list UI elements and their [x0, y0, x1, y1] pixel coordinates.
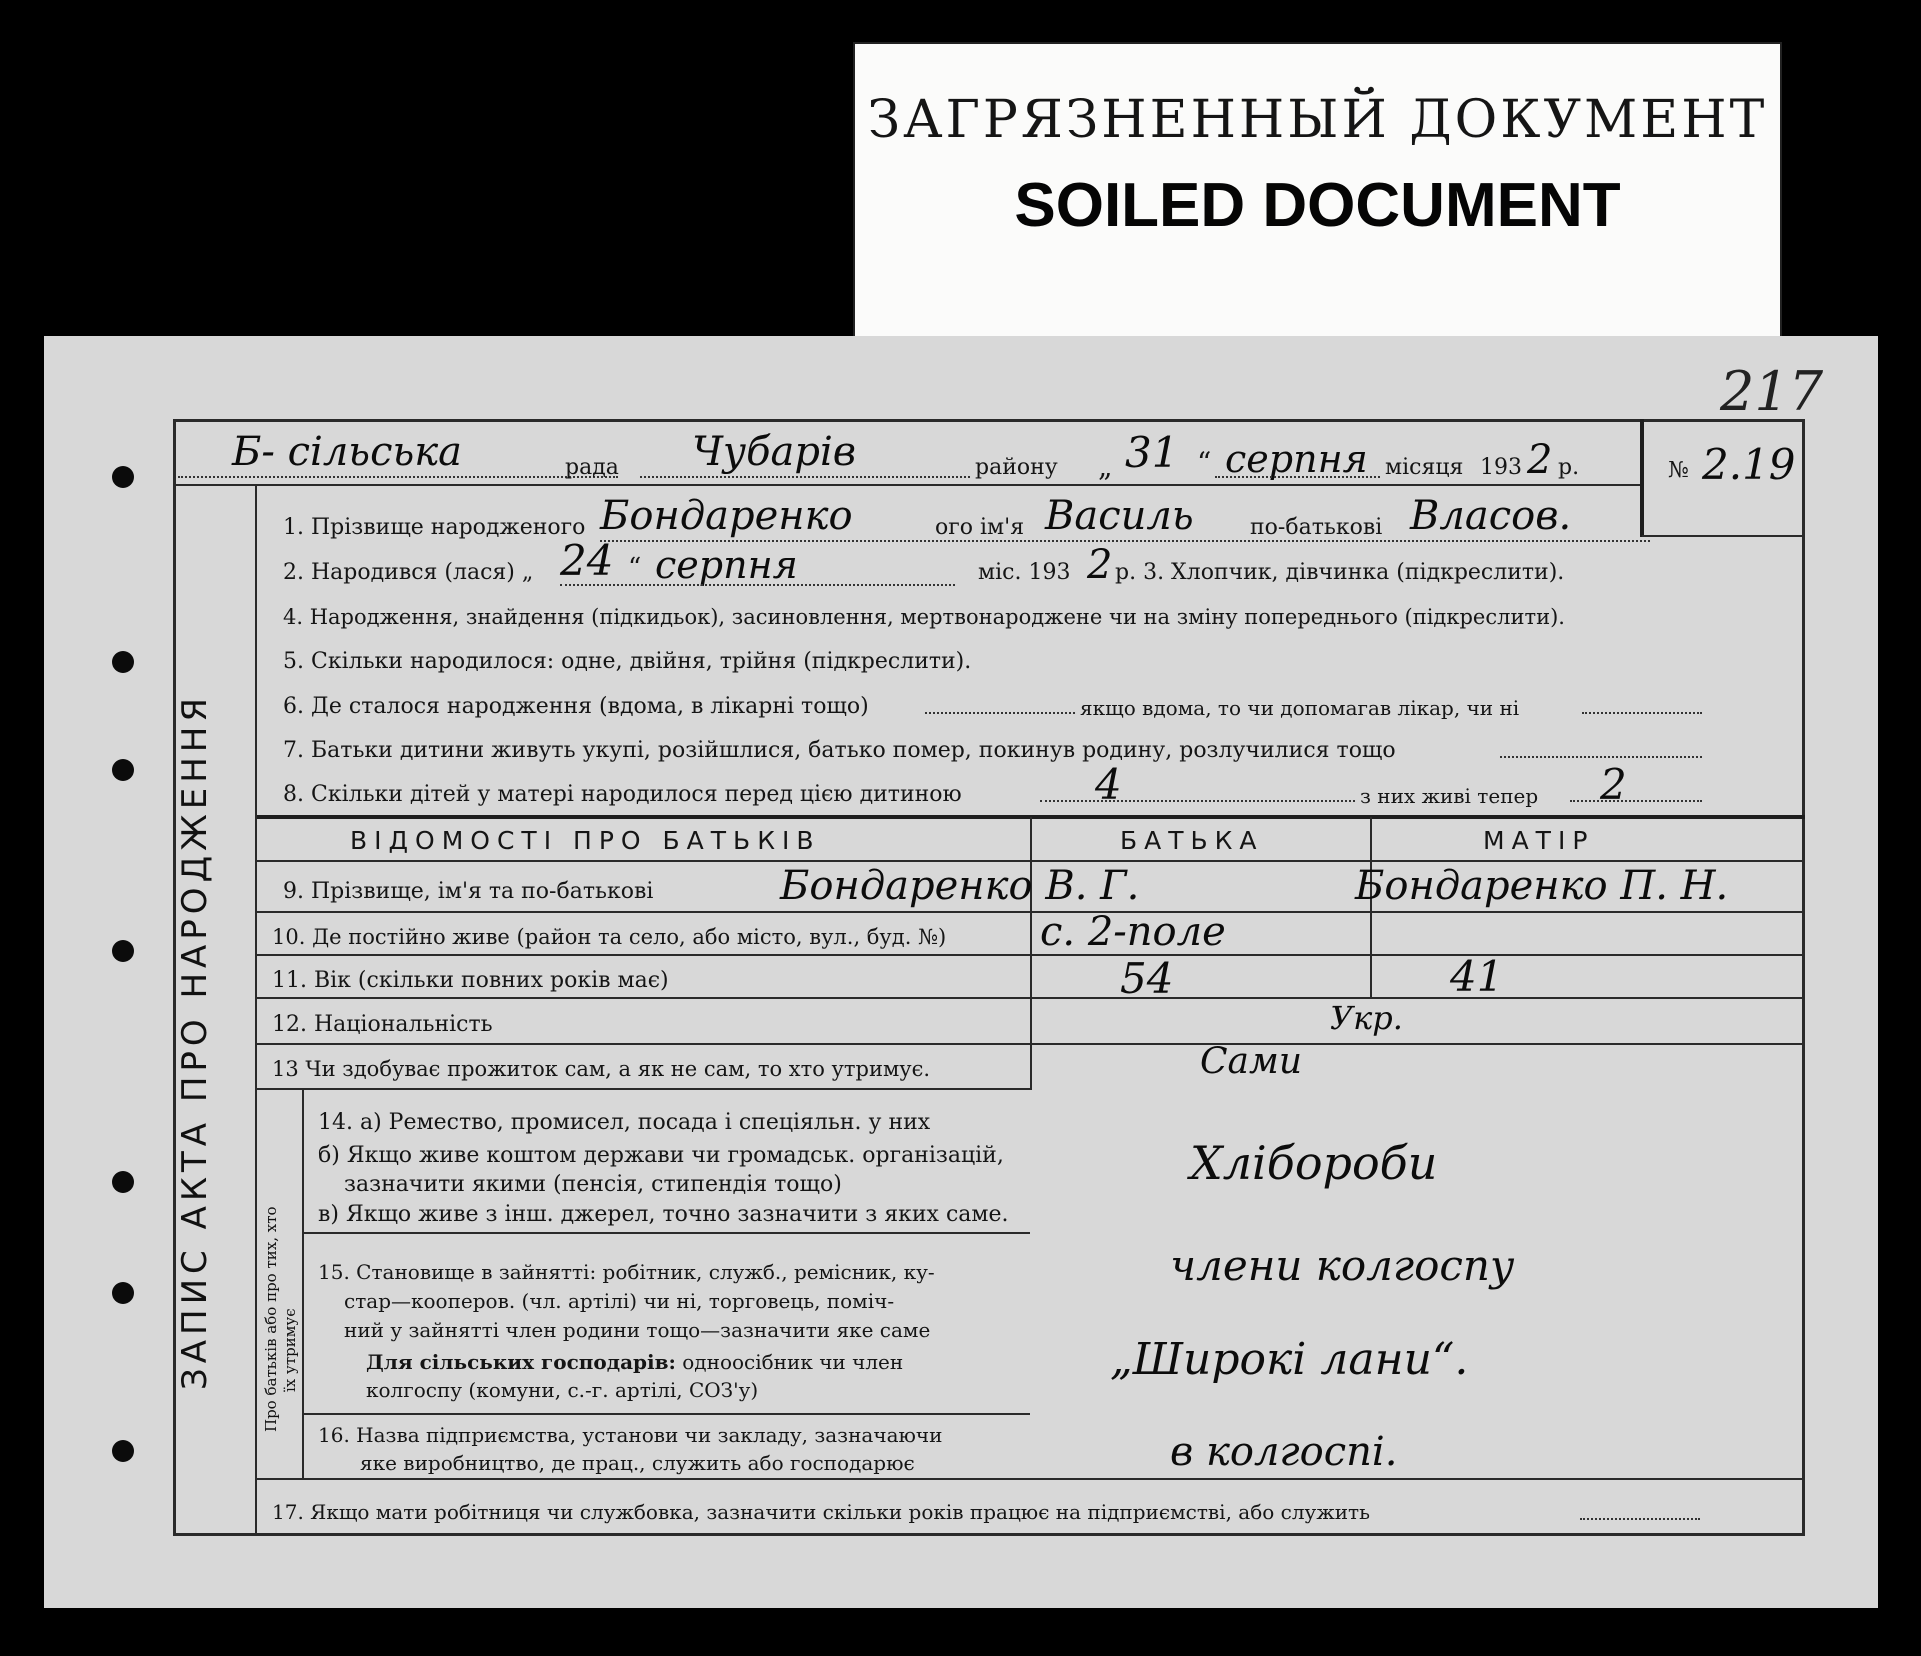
father-column-line — [1030, 817, 1032, 1090]
day-handwritten: 31 — [1125, 428, 1179, 477]
row1-label: 1. Прізвище народженого — [283, 515, 586, 540]
row16-line-1: 16. Назва підприємства, установи чи закладу, зазначаючи — [318, 1423, 943, 1447]
row8-children: 4 — [1095, 760, 1122, 809]
row6-doctor: якщо вдома, то чи допомагав лікар, чи ні — [1080, 696, 1520, 720]
row11-father-age: 54 — [1120, 954, 1174, 1003]
row15-line-3: ний у зайнятті член родини тощо—зазначити яке саме — [344, 1318, 931, 1342]
row14-b2: зазначити якими (пенсія, стипендія тощо) — [344, 1172, 842, 1197]
number-box-bottom — [1642, 535, 1805, 537]
row6-dotted-1 — [925, 712, 1075, 714]
label-russian: ЗАГРЯЗНЕННЫЙ ДОКУМЕНТ — [867, 90, 1768, 150]
month-label: місяця — [1385, 455, 1464, 480]
year-handwritten: 2 — [1527, 437, 1553, 483]
row13-label: 13 Чи здобуває прожиток сам, а як не сам, то хто утримує. — [272, 1057, 931, 1081]
row15-line-4 — [366, 1350, 903, 1374]
row2-month: серпня — [655, 543, 798, 587]
row9-label: 9. Прізвище, ім'я та по-батькові — [283, 879, 654, 904]
punch-hole-4 — [112, 940, 134, 962]
side-column-line — [255, 484, 257, 1534]
row14-a: 14. а) Ремество, промисел, посада і спеціяльн. у них — [318, 1110, 931, 1135]
table-row-line-6 — [257, 1088, 1030, 1090]
page-number: 217 — [1720, 360, 1824, 423]
district-label: району — [975, 455, 1058, 480]
table-header-father: БАТЬКА — [1120, 826, 1264, 855]
row2-year-handwritten: 2 — [1087, 542, 1113, 588]
row2-quote: “ — [628, 553, 642, 583]
table-header-mother: МАТІР — [1483, 826, 1595, 855]
table-row-line-8 — [302, 1413, 1030, 1415]
row1-patronymic: Власов. — [1410, 493, 1572, 539]
row14-c: в) Якщо живе з інш. джерел, точно зазначити з яких саме. — [318, 1202, 1009, 1227]
row1-surname: Бондаренко — [600, 493, 853, 539]
side-title: ЗАПИС АКТА ПРО НАРОДЖЕННЯ — [175, 693, 215, 1390]
row15-value-2: „Широкі лани“. — [1110, 1334, 1469, 1385]
number-handwritten: 2.19 — [1702, 440, 1796, 489]
punch-hole-6 — [112, 1282, 134, 1304]
about-parents-line — [302, 1090, 304, 1478]
side-note-line-1: Про батьків або про тих, хто — [262, 1206, 280, 1432]
row2-day: 24 — [560, 536, 614, 585]
row12-label: 12. Національність — [272, 1012, 493, 1037]
council-handwritten: Б- сільська — [232, 429, 462, 475]
row14-value: Хлібороби — [1190, 1136, 1438, 1190]
row2-year-label: міс. 193 — [978, 560, 1071, 585]
row1-given-name: Василь — [1045, 493, 1194, 539]
label-english: SOILED DOCUMENT — [1014, 171, 1621, 240]
side-note — [262, 1206, 300, 1432]
row8-alive: 2 — [1600, 760, 1627, 809]
row1-patronymic-label: по-батькові — [1250, 515, 1383, 540]
row12-value: Укр. — [1330, 999, 1403, 1037]
month-dotted — [1215, 476, 1380, 478]
number-label: № — [1668, 458, 1689, 483]
row11-label: 11. Вік (скільки повних років має) — [272, 968, 669, 993]
council-dotted — [178, 476, 618, 478]
table-row-line-7 — [302, 1232, 1030, 1234]
punch-hole-1 — [112, 466, 134, 488]
date-close-quote: “ — [1197, 446, 1212, 479]
row7-dotted — [1500, 756, 1702, 758]
row16-line-2: яке виробництво, де прац., служить або господарює — [360, 1451, 915, 1475]
row15-line-1: 15. Становище в зайнятті: робітник, служб., ремісник, ку- — [318, 1260, 935, 1284]
row1-name-label: ого ім'я — [935, 515, 1025, 540]
soiled-document-label — [853, 42, 1782, 362]
header-line — [175, 484, 1640, 486]
row9-father: Бондаренко В. Г. — [780, 863, 1140, 909]
district-dotted — [640, 476, 970, 478]
row15-value-1: члени колгоспу — [1170, 1241, 1515, 1290]
table-header-info: ВІДОМОСТІ ПРО БАТЬКІВ — [350, 826, 821, 855]
row10-value: с. 2-поле — [1040, 909, 1226, 955]
row15-farmers-options: одноосібник чи член — [675, 1350, 904, 1374]
punch-hole-2 — [112, 651, 134, 673]
side-note-line-2: їх утримує — [281, 1308, 299, 1392]
row9-mother: Бондаренко П. Н. — [1355, 863, 1729, 909]
row2-label: 2. Народився (лася) „ — [283, 560, 534, 585]
row13-value: Сами — [1200, 1041, 1303, 1082]
table-row-line-9 — [257, 1478, 1805, 1480]
number-box-divider — [1640, 419, 1644, 537]
month-handwritten: серпня — [1225, 437, 1368, 481]
row16-value: в колгоспі. — [1170, 1429, 1398, 1475]
council-label: рада — [565, 455, 619, 480]
row11-mother-age: 41 — [1450, 952, 1504, 1001]
row6-dotted-2 — [1582, 712, 1702, 714]
row6-label: 6. Де сталося народження (вдома, в лікарні тощо) — [283, 694, 869, 719]
row2-gender: р. 3. Хлопчик, дівчинка (підкреслити). — [1115, 560, 1565, 585]
punch-hole-7 — [112, 1440, 134, 1462]
row10-label: 10. Де постійно живе (район та село, або місто, вул., буд. №) — [272, 925, 947, 949]
row8-dotted-2 — [1570, 800, 1702, 802]
punch-hole-5 — [112, 1171, 134, 1193]
date-open-quote: „ — [1098, 450, 1113, 483]
district-handwritten: Чубарів — [692, 429, 857, 475]
year-suffix: р. — [1558, 455, 1580, 480]
row15-farmers-label: Для сільських господарів: — [366, 1350, 676, 1374]
punch-hole-3 — [112, 759, 134, 781]
row8-alive-label: з них живі тепер — [1360, 784, 1539, 808]
row4-text: 4. Народження, знайдення (підкидьок), засиновлення, мертвонароджене чи на зміну попереднього (підкреслити). — [283, 605, 1565, 629]
year-printed: 193 — [1480, 455, 1522, 480]
row8-dotted-1 — [1040, 800, 1355, 802]
row17-text: 17. Якщо мати робітниця чи службовка, зазначити скільки років працює на підприємстві, або служить — [272, 1500, 1370, 1524]
row15-line-2: стар—кооперов. (чл. артілі) чи ні, торговець, поміч- — [344, 1289, 895, 1313]
row5-text: 5. Скільки народилося: одне, двійня, трійня (підкреслити). — [283, 649, 972, 674]
row7-text: 7. Батьки дитини живуть укупі, розійшлися, батько помер, покинув родину, розлучилися тощо — [283, 738, 1396, 763]
row17-dotted — [1580, 1518, 1700, 1520]
row2-dotted — [560, 584, 955, 586]
row14-b1: б) Якщо живе коштом держави чи громадськ. організацій, — [318, 1143, 1004, 1168]
row1-dotted — [600, 540, 1650, 542]
row8-label: 8. Скільки дітей у матері народилося перед цією дитиною — [283, 782, 962, 807]
row15-line-5: колгоспу (комуни, с.-г. артілі, СОЗ'у) — [366, 1378, 759, 1402]
